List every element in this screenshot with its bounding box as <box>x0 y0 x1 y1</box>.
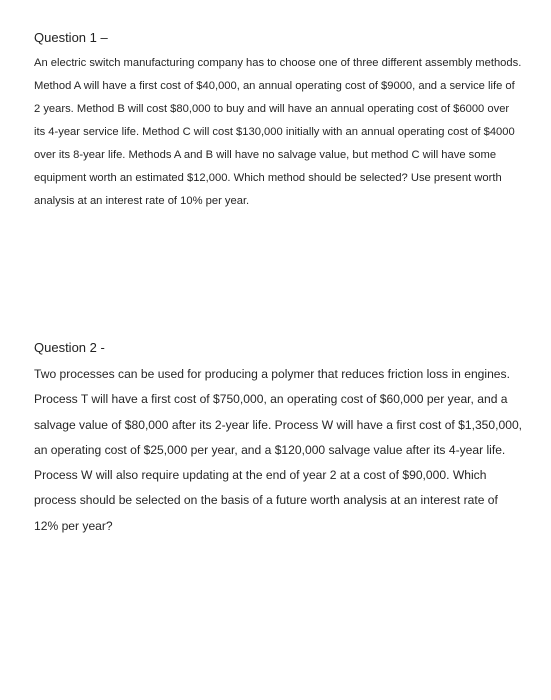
question-1-line: analysis at an interest rate of 10% per year. <box>34 195 250 207</box>
question-2-text <box>34 362 544 539</box>
question-2-line: salvage value of $80,000 after its 2-year life. Process W will have a first cost of $1,350,000, <box>34 417 523 432</box>
question-1-line: 2 years. Method B will cost $80,000 to buy and will have an annual operating cost of $6000 over <box>34 103 510 115</box>
question-1-line: over its 8-year life. Methods A and B will have no salvage value, but method C will have some <box>34 149 497 161</box>
question-2-block <box>34 338 544 539</box>
question-2-line: an operating cost of $25,000 per year, and a $120,000 salvage value after its 4-year life. <box>34 442 506 457</box>
question-1-line: equipment worth an estimated $12,000. Which method should be selected? Use present worth <box>34 172 502 184</box>
question-2-line: process should be selected on the basis of a future worth analysis at an interest rate of <box>34 493 498 508</box>
question-2-title: Question 2 - <box>34 340 105 355</box>
question-1-text <box>34 52 544 213</box>
question-1-block <box>34 28 544 213</box>
question-1-title: Question 1 – <box>34 30 108 45</box>
question-1-line: An electric switch manufacturing company has to choose one of three different assembly methods. <box>34 57 522 69</box>
question-2-line: 12% per year? <box>34 518 113 533</box>
question-1-line: Method A will have a first cost of $40,000, an annual operating cost of $9000, and a service life of <box>34 80 515 92</box>
question-2-line: Process T will have a first cost of $750,000, an operating cost of $60,000 per year, and a <box>34 392 508 407</box>
question-2-line: Two processes can be used for producing a polymer that reduces friction loss in engines. <box>34 367 510 381</box>
question-1-line: its 4-year service life. Method C will cost $130,000 initially with an annual operating cost of $4000 <box>34 126 515 138</box>
question-2-line: Process W will also require updating at the end of year 2 at a cost of $90,000. Which <box>34 468 487 483</box>
